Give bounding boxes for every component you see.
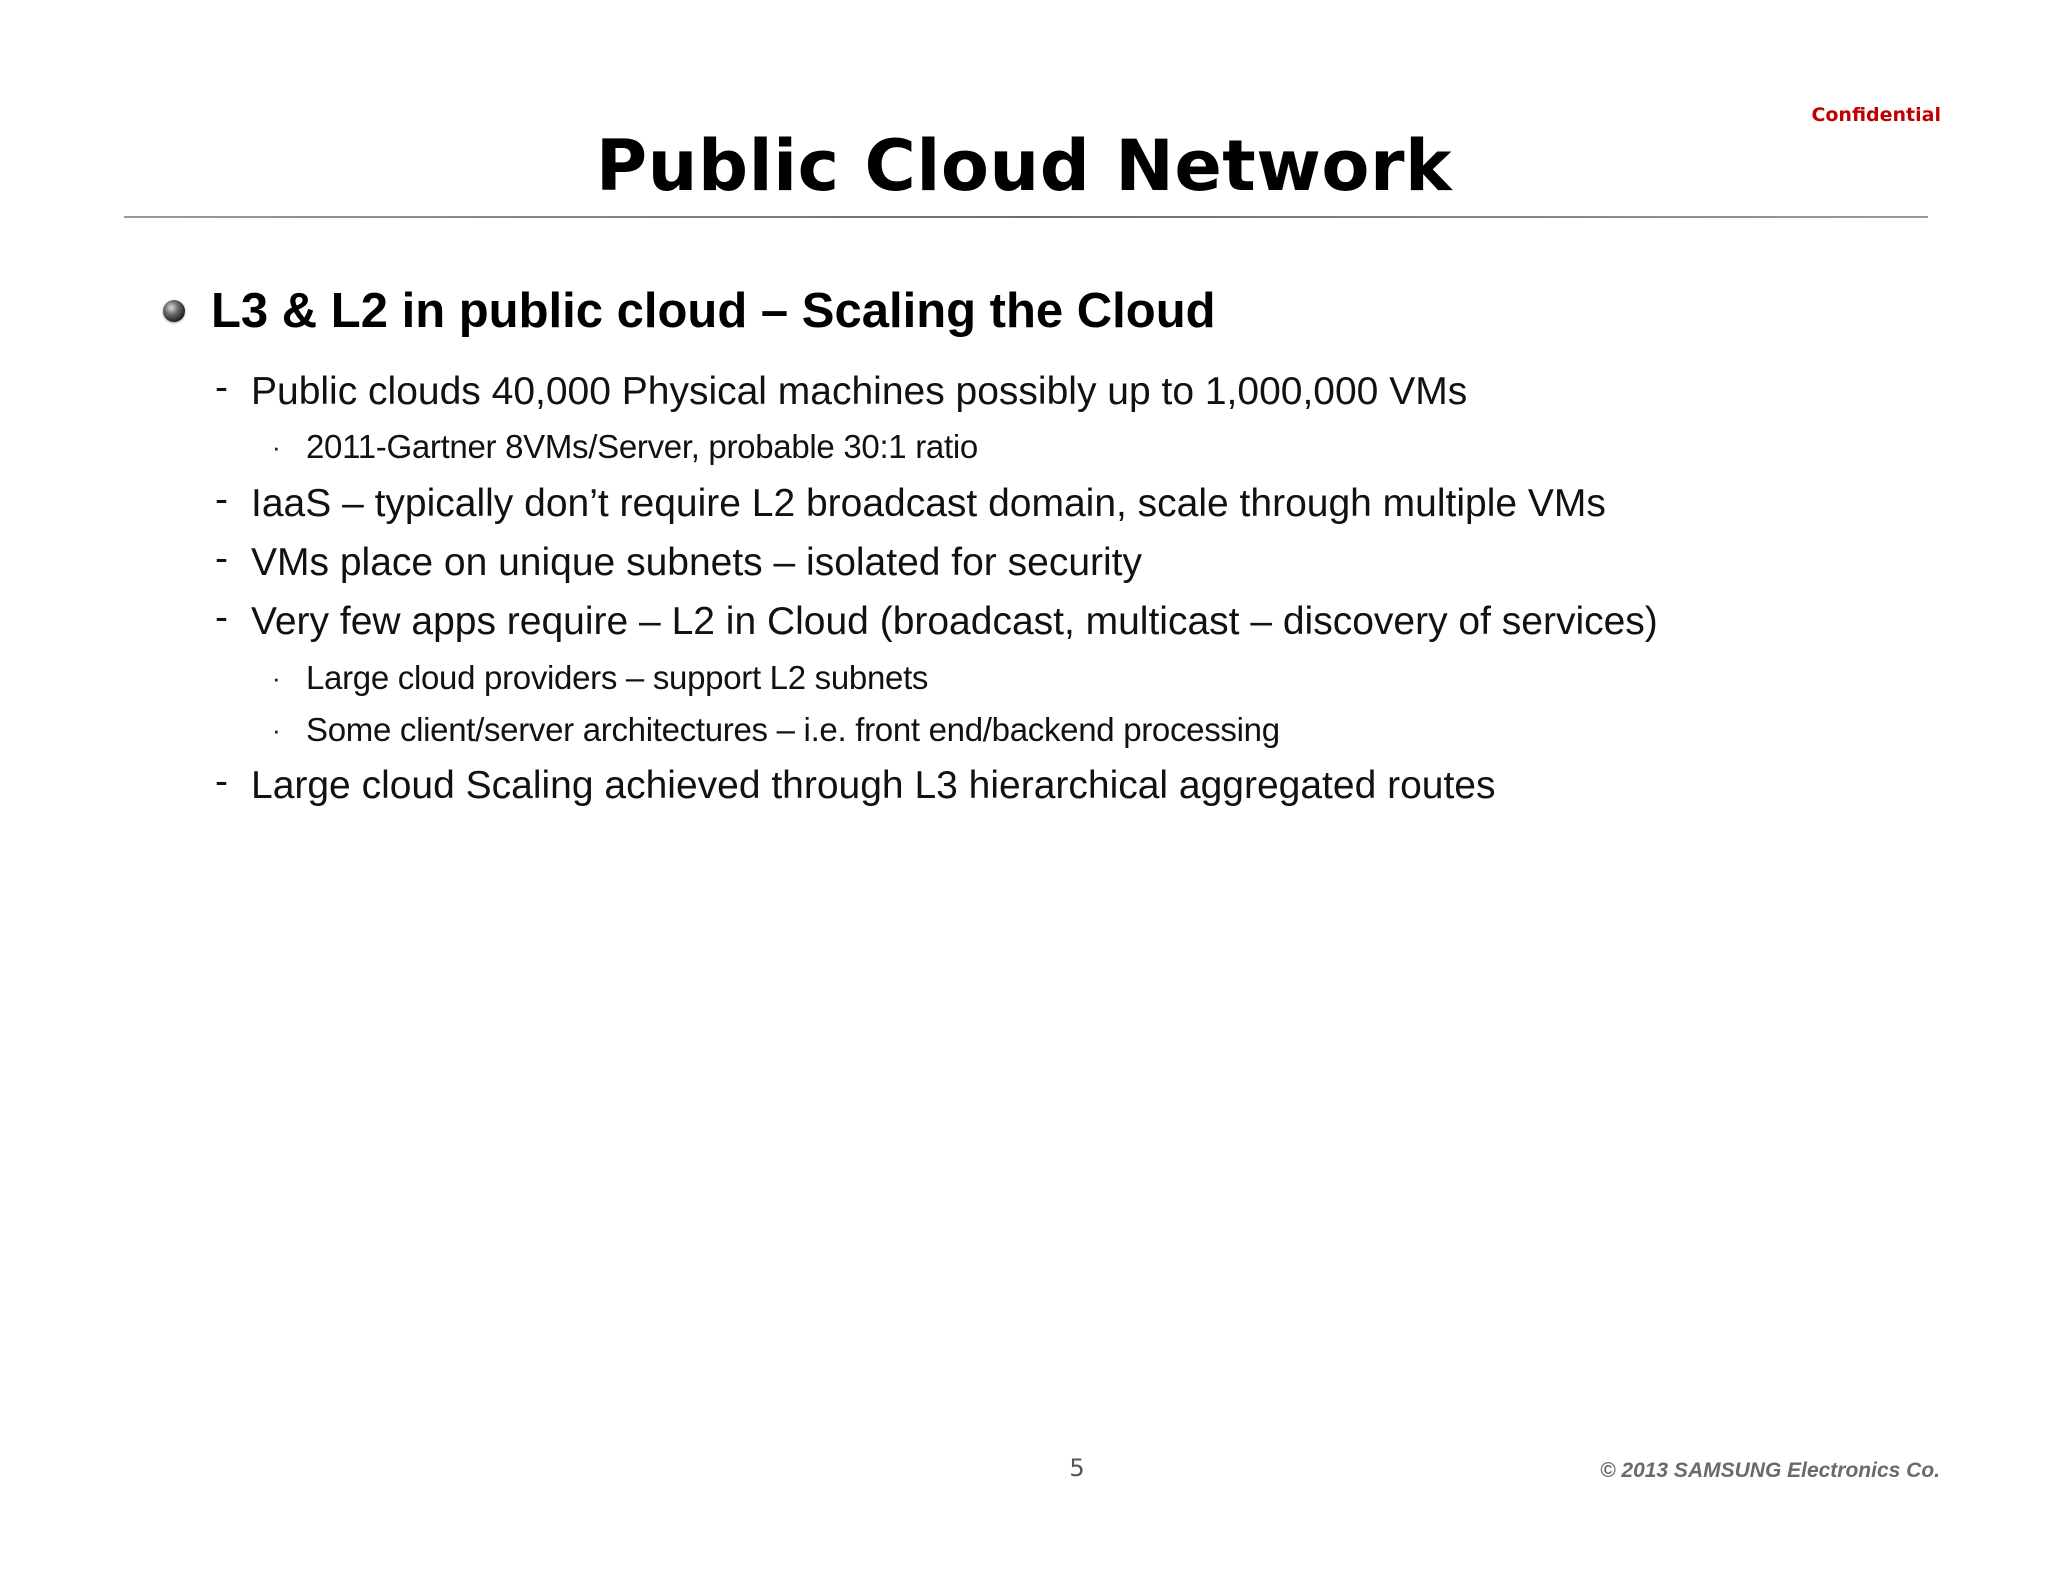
list-item xyxy=(215,366,1468,415)
dot-marker: · xyxy=(272,663,281,693)
title-divider xyxy=(124,216,1928,218)
dash-marker: - xyxy=(215,596,228,639)
page-number: 5 xyxy=(1069,1454,1085,1482)
list-item-text: Very few apps require – L2 in Cloud (broadcast, multicast – discovery of services) xyxy=(251,600,1658,643)
dash-marker: - xyxy=(215,537,228,580)
list-item-text: VMs place on unique subnets – isolated for security xyxy=(251,541,1143,584)
sub-list-item xyxy=(272,427,978,467)
dot-marker: · xyxy=(272,432,281,462)
sub-list-item xyxy=(272,658,928,698)
sub-list-item-text: Large cloud providers – support L2 subnets xyxy=(306,659,929,696)
list-item xyxy=(215,760,1496,809)
slide-title: Public Cloud Network xyxy=(595,125,1453,207)
round-bullet-icon xyxy=(163,300,185,322)
list-item xyxy=(215,478,1606,527)
dash-marker: - xyxy=(215,366,228,409)
list-item xyxy=(215,537,1143,586)
sub-list-item xyxy=(272,710,1280,750)
list-item-text: Public clouds 40,000 Physical machines possibly up to 1,000,000 VMs xyxy=(251,370,1468,413)
sub-list-item-text: Some client/server architectures – i.e. front end/backend processing xyxy=(306,711,1280,748)
confidential-label: Confidential xyxy=(1811,104,1941,126)
section-heading xyxy=(163,282,1216,340)
dash-marker: - xyxy=(215,478,228,521)
dash-marker: - xyxy=(215,760,228,803)
copyright-notice: © 2013 SAMSUNG Electronics Co. xyxy=(1600,1459,1940,1482)
sub-list-item-text: 2011-Gartner 8VMs/Server, probable 30:1 ratio xyxy=(306,428,978,465)
list-item-text: Large cloud Scaling achieved through L3 hierarchical aggregated routes xyxy=(251,764,1496,807)
list-item xyxy=(215,596,1658,645)
list-item-text: IaaS – typically don’t require L2 broadcast domain, scale through multiple VMs xyxy=(251,482,1606,525)
section-heading-text: L3 & L2 in public cloud – Scaling the Cloud xyxy=(211,284,1216,338)
dot-marker: · xyxy=(272,715,281,745)
